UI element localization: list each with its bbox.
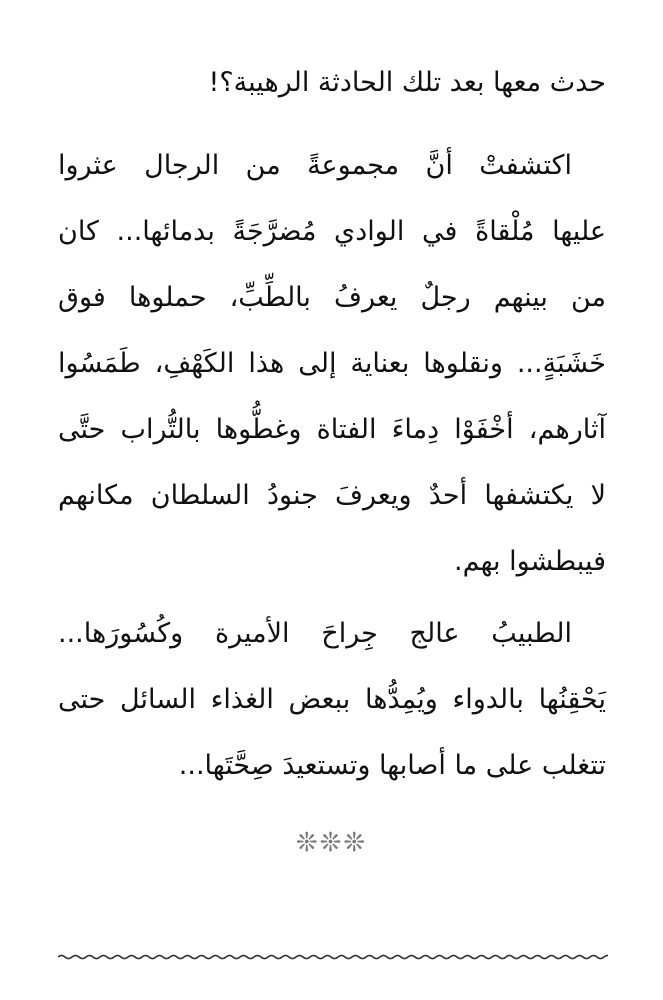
- text-line: فيبطشوا بهم.: [454, 546, 606, 577]
- text-line: الطبيبُ عالج جِراحَ الأميرة وكُسُورَها...: [58, 618, 572, 649]
- section-divider-ornament: ❊❊❊: [295, 828, 368, 858]
- text-line: اكتشفتْ أنَّ مجموعةً من الرجال عثروا: [58, 150, 572, 181]
- text-line: آثارهم، أخْفَوْا دِماءَ الفتاة وغطُّوها بالتُّراب حتَّى: [58, 414, 606, 445]
- text-line: تتغلب على ما أصابها وتستعيدَ صِحَّتَها...: [178, 750, 606, 781]
- paragraph-1: [58, 133, 606, 595]
- text-line: من بينهم رجلٌ يعرفُ بالطِّبِّ، حملوها فوق: [58, 282, 606, 313]
- opening-line: [58, 50, 606, 116]
- text-line: عليها مُلْقاةً في الوادي مُضرَّجَةً بدمائها... كان: [58, 216, 606, 247]
- text-line: لا يكتشفها أحدٌ ويعرفَ جنودُ السلطان مكانهم: [58, 480, 606, 511]
- wavy-rule-divider: [58, 951, 608, 963]
- text-line: حدث معها بعد تلك الحادثة الرهيبة؟!: [208, 67, 606, 98]
- text-line: خَشَبَةٍ... ونقلوها بعناية إلى هذا الكَهْفِ، طَمَسُوا: [58, 348, 606, 379]
- paragraph-2: [58, 601, 606, 799]
- text-line: يَحْقِنُها بالدواء ويُمِدُّها ببعض الغذاء السائل حتى: [58, 684, 606, 715]
